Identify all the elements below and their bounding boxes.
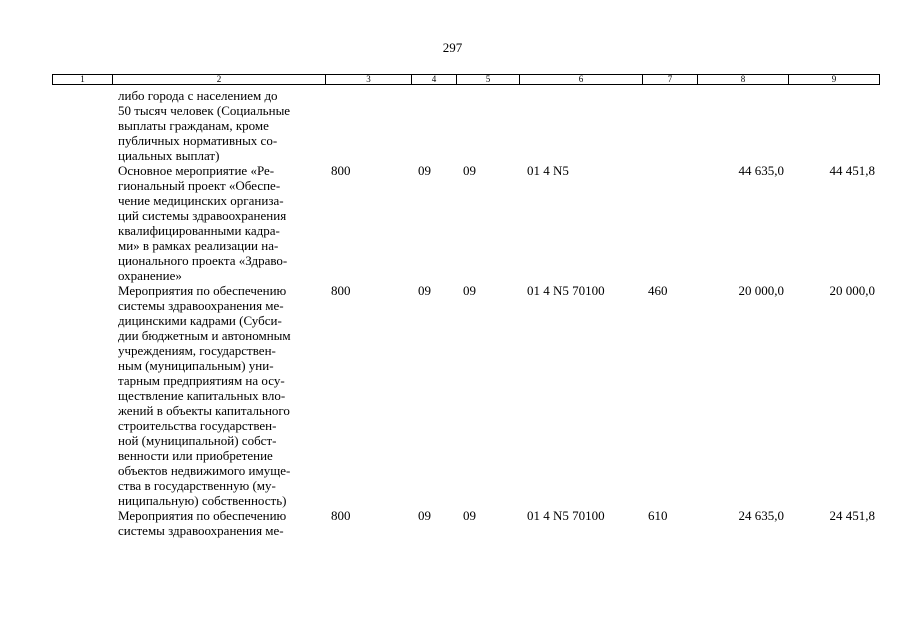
description-line: ществление капитальных вло- [118, 388, 286, 403]
row-description [118, 163, 328, 283]
description-line: венности или приобретение [118, 448, 273, 463]
subsection-code: 09 [463, 508, 476, 523]
description-line: циальных выплат) [118, 148, 220, 163]
page-number: 297 [442, 40, 463, 55]
header-col-9: 9 [789, 75, 880, 85]
description-line: жений в объекты капитального [118, 403, 290, 418]
description-line: ниципальную) собственность) [118, 493, 287, 508]
description-line: Мероприятия по обеспечению [118, 508, 287, 523]
description-line: гиональный проект «Обеспе- [118, 178, 281, 193]
description-line: ций системы здравоохранения [118, 208, 287, 223]
description-line: строительства государствен- [118, 418, 277, 433]
description-line: Основное мероприятие «Ре- [118, 163, 275, 178]
description-line: ной (муниципальной) собст- [118, 433, 277, 448]
expense-type-code: 610 [648, 508, 668, 523]
target-article-code: 01 4 N5 70100 [527, 508, 605, 523]
column-number-header [52, 74, 880, 85]
description-line: дицинскими кадрами (Субси- [118, 313, 282, 328]
target-article-code: 01 4 N5 [527, 163, 569, 178]
header-col-4: 4 [412, 75, 457, 85]
header-col-6: 6 [520, 75, 643, 85]
description-line: Мероприятия по обеспечению [118, 283, 287, 298]
subsection-code: 09 [463, 283, 476, 298]
amount-year-1: 24 635,0 [738, 508, 784, 523]
target-article-code: 01 4 N5 70100 [527, 283, 605, 298]
description-line: ционального проекта «Здраво- [118, 253, 288, 268]
table-row [0, 163, 905, 283]
section-code: 09 [418, 283, 431, 298]
description-line: системы здравоохранения ме- [118, 523, 284, 538]
description-line: чение медицинских организа- [118, 193, 284, 208]
department-code: 800 [331, 283, 351, 298]
row-description [118, 88, 328, 163]
section-code: 09 [418, 163, 431, 178]
description-line: ства в государственную (му- [118, 478, 276, 493]
amount-year-2: 20 000,0 [829, 283, 875, 298]
row-description [118, 283, 328, 508]
header-col-5: 5 [457, 75, 520, 85]
amount-year-2: 24 451,8 [829, 508, 875, 523]
description-line: системы здравоохранения ме- [118, 298, 284, 313]
expense-type-code: 460 [648, 283, 668, 298]
description-line: ми» в рамках реализации на- [118, 238, 279, 253]
header-col-1: 1 [53, 75, 113, 85]
amount-year-2: 44 451,8 [829, 163, 875, 178]
description-line: квалифицированными кадра- [118, 223, 280, 238]
description-line: выплаты гражданам, кроме [118, 118, 269, 133]
header-col-8: 8 [698, 75, 789, 85]
department-code: 800 [331, 163, 351, 178]
description-line: дии бюджетным и автономным [118, 328, 291, 343]
row-description [118, 508, 328, 538]
department-code: 800 [331, 508, 351, 523]
table-row [0, 88, 905, 163]
description-line: учреждениям, государствен- [118, 343, 276, 358]
subsection-code: 09 [463, 163, 476, 178]
amount-year-1: 44 635,0 [738, 163, 784, 178]
amount-year-1: 20 000,0 [738, 283, 784, 298]
header-col-2: 2 [113, 75, 326, 85]
section-code: 09 [418, 508, 431, 523]
table-row [0, 283, 905, 508]
description-line: ным (муниципальным) уни- [118, 358, 274, 373]
budget-table-body [0, 88, 905, 538]
description-line: 50 тысяч человек (Социальные [118, 103, 291, 118]
description-line: охранение» [118, 268, 182, 283]
description-line: тарным предприятиям на осу- [118, 373, 285, 388]
header-col-3: 3 [326, 75, 412, 85]
header-col-7: 7 [643, 75, 698, 85]
description-line: объектов недвижимого имуще- [118, 463, 291, 478]
table-row [0, 508, 905, 538]
description-line: публичных нормативных со- [118, 133, 278, 148]
description-line: либо города с населением до [118, 88, 278, 103]
